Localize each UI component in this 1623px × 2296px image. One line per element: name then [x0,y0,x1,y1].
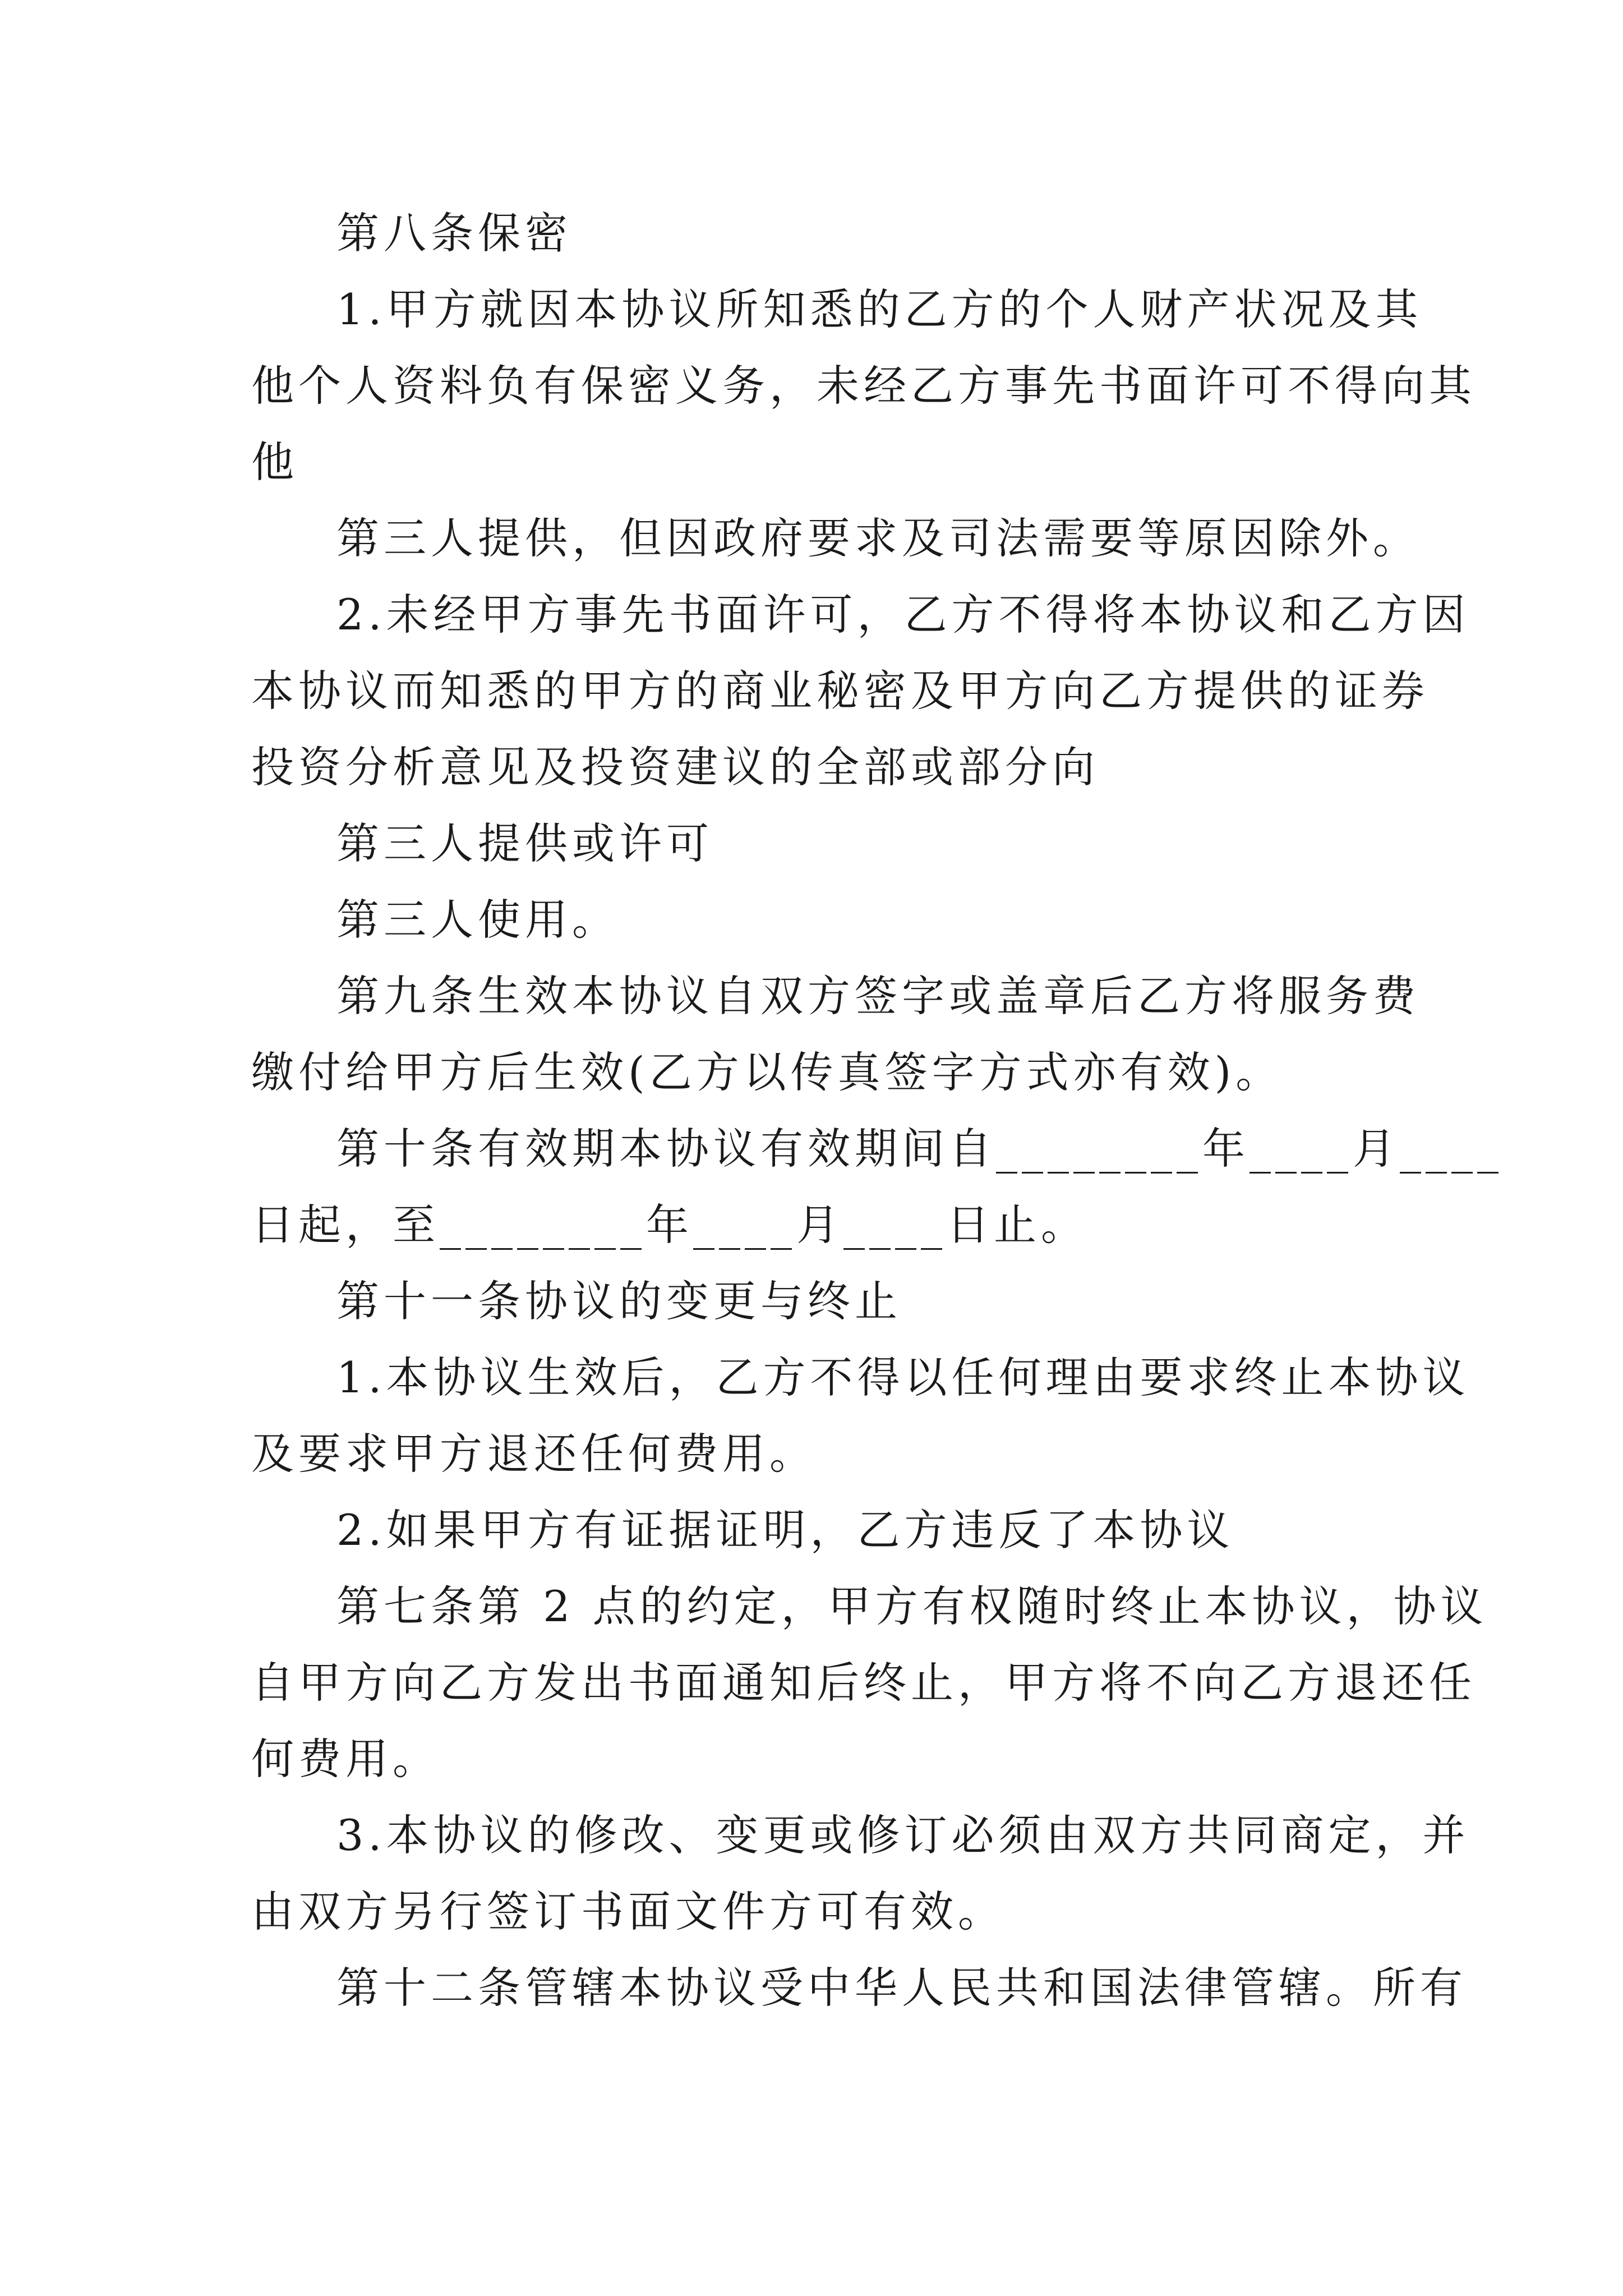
article-8-clause-2-line-5: 第三人使用。 [336,895,619,945]
article-11-clause-2-line-1: 2.如果甲方有证据证明，乙方违反了本协议 [336,1505,1234,1555]
article-11-clause-3-line-2: 由双方另行签订书面文件方可有效。 [251,1887,1005,1936]
article-8-clause-1-line-1: 1.甲方就因本协议所知悉的乙方的个人财产状况及其 [336,284,1423,334]
article-8-clause-2-line-4: 第三人提供或许可 [336,818,713,868]
article-11-clause-2-line-4: 何费用。 [251,1734,440,1784]
document-body [251,195,1503,2026]
article-11-clause-2-line-2: 第七条第 2 点的约定，甲方有权随时终止本协议，协议 [336,1581,1488,1631]
article-8-clause-2-line-3: 投资分析意见及投资建议的全部或部分向 [251,742,1099,792]
article-12-line-1: 第十二条管辖本协议受中华人民共和国法律管辖。所有 [336,1963,1467,2013]
article-11-clause-3-line-1: 3.本协议的修改、变更或修订必须由双方共同商定，并 [336,1810,1470,1860]
article-8-clause-1-line-3: 他 [251,437,298,487]
article-8-clause-1-line-2: 他个人资料负有保密义务，未经乙方事先书面许可不得向其 [251,361,1476,411]
article-11-clause-2-line-3: 自甲方向乙方发出书面通知后终止，甲方将不向乙方退还任 [251,1658,1476,1708]
article-11-clause-1-line-2: 及要求甲方退还任何费用。 [251,1429,817,1479]
article-9-line-1: 第九条生效本协议自双方签字或盖章后乙方将服务费 [336,971,1420,1021]
article-9-line-2: 缴付给甲方后生效(乙方以传真签字方式亦有效)。 [251,1047,1283,1097]
article-8-clause-2-line-1: 2.未经甲方事先书面许可，乙方不得将本协议和乙方因 [336,590,1470,639]
article-8-clause-2-line-2: 本协议而知悉的甲方的商业秘密及甲方向乙方提供的证券 [251,666,1429,716]
article-8-clause-1-line-4: 第三人提供，但因政府要求及司法需要等原因除外。 [336,513,1420,563]
article-8-heading: 第八条保密 [336,208,572,258]
article-10-line-2: 日起，至________年____月____日止。 [251,1200,1088,1250]
article-10-line-1: 第十条有效期本协议有效期间自________年____月____ [336,1124,1503,1174]
article-11-clause-1-line-1: 1.本协议生效后，乙方不得以任何理由要求终止本协议 [336,1352,1470,1402]
article-11-heading: 第十一条协议的变更与终止 [336,1276,902,1326]
